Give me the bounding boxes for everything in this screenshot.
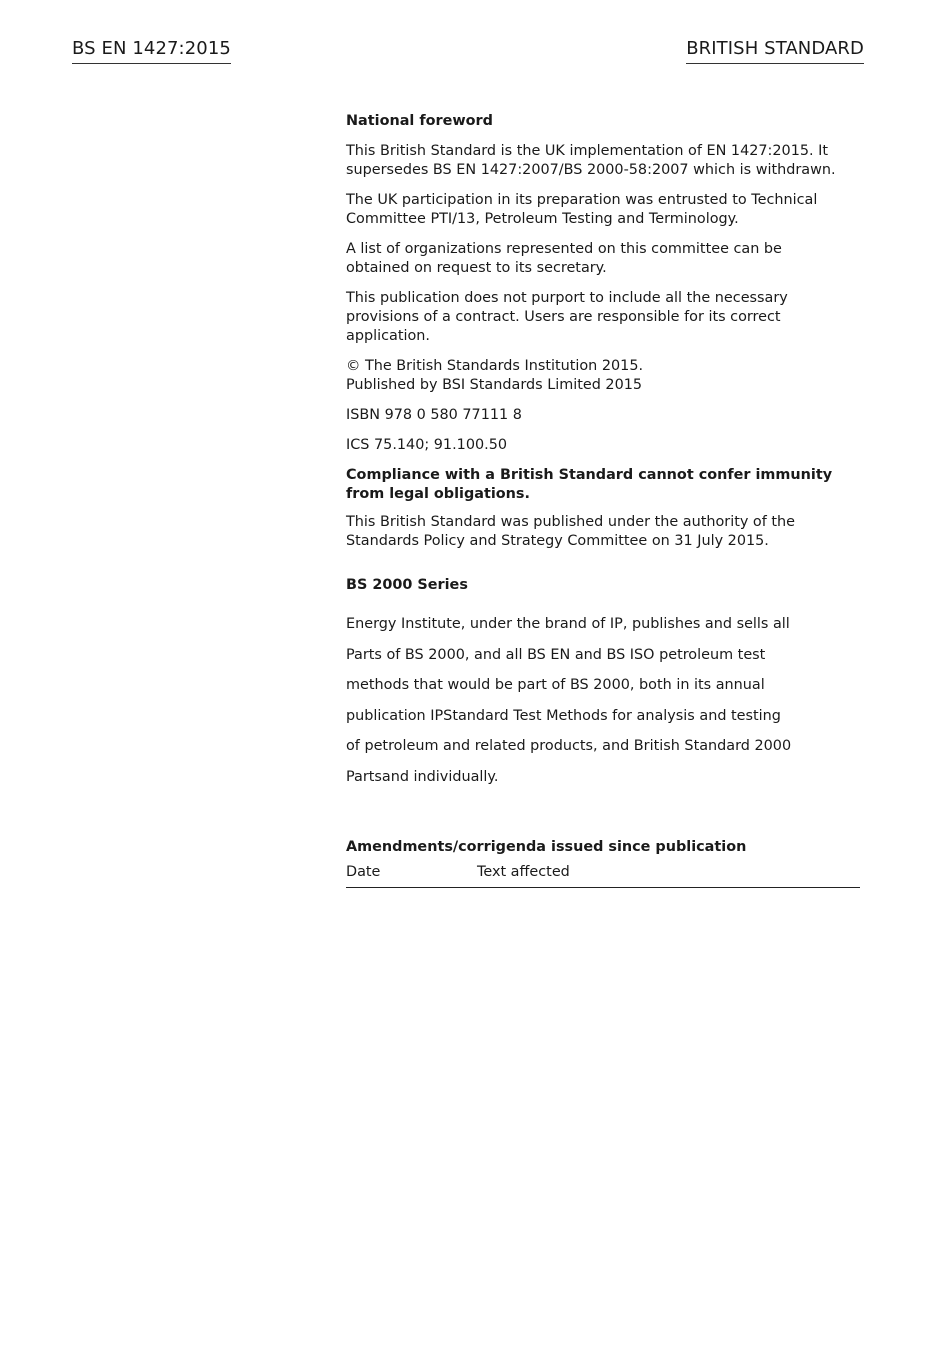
isbn: ISBN 978 0 580 77111 8: [346, 407, 522, 423]
series-line: methods that would be part of BS 2000, both in its annual: [346, 677, 765, 694]
header-british-standard: BRITISH STANDARD: [686, 38, 864, 64]
authority-statement: This British Standard was published under the authority of the Standards Policy and Strategy Committee on 31 July 2015.: [346, 514, 795, 549]
header-standard-number: BS EN 1427:2015: [72, 38, 231, 64]
publisher-line: Published by BSI Standards Limited 2015: [346, 377, 643, 393]
series-line: publication IPStandard Test Methods for analysis and testing: [346, 707, 781, 724]
series-line: Parts of BS 2000, and all BS EN and BS ISO petroleum test: [346, 646, 766, 663]
series-line: Partsand individually.: [346, 768, 499, 785]
series-title: BS 2000 Series: [346, 577, 468, 593]
foreword-title: National foreword: [346, 113, 493, 129]
amendments-col-date: Date: [346, 863, 381, 880]
foreword-column: [346, 112, 846, 888]
foreword-paragraph: This British Standard is the UK implementation of EN 1427:2015. It supersedes BS EN 1427:2007/BS 2000-58:2007 which is withdrawn.: [346, 143, 836, 178]
ics-codes: ICS 75.140; 91.100.50: [346, 437, 508, 453]
copyright-line: © The British Standards Institution 2015.: [346, 358, 644, 374]
amendments-title: Amendments/corrigenda issued since publication: [346, 838, 747, 855]
compliance-statement: Compliance with a British Standard cannot confer immunity from legal obligations.: [346, 467, 833, 502]
copyright-notice: [346, 357, 846, 395]
amendments-col-text: Text affected: [477, 863, 570, 880]
series-line: Energy Institute, under the brand of IP, publishes and sells all: [346, 616, 790, 632]
series-line: of petroleum and related products, and British Standard 2000: [346, 738, 792, 755]
amendments-table-header: [346, 863, 860, 888]
foreword-paragraph: This publication does not purport to include all the necessary provisions of a contract. Users are responsible for its correct application.: [346, 290, 788, 344]
foreword-paragraph: The UK participation in its preparation was entrusted to Technical Committee PTI/13, Petroleum Testing and Terminology.: [346, 192, 818, 227]
series-body: [346, 609, 846, 793]
foreword-paragraph: A list of organizations represented on this committee can be obtained on request to its secretary.: [346, 241, 782, 276]
